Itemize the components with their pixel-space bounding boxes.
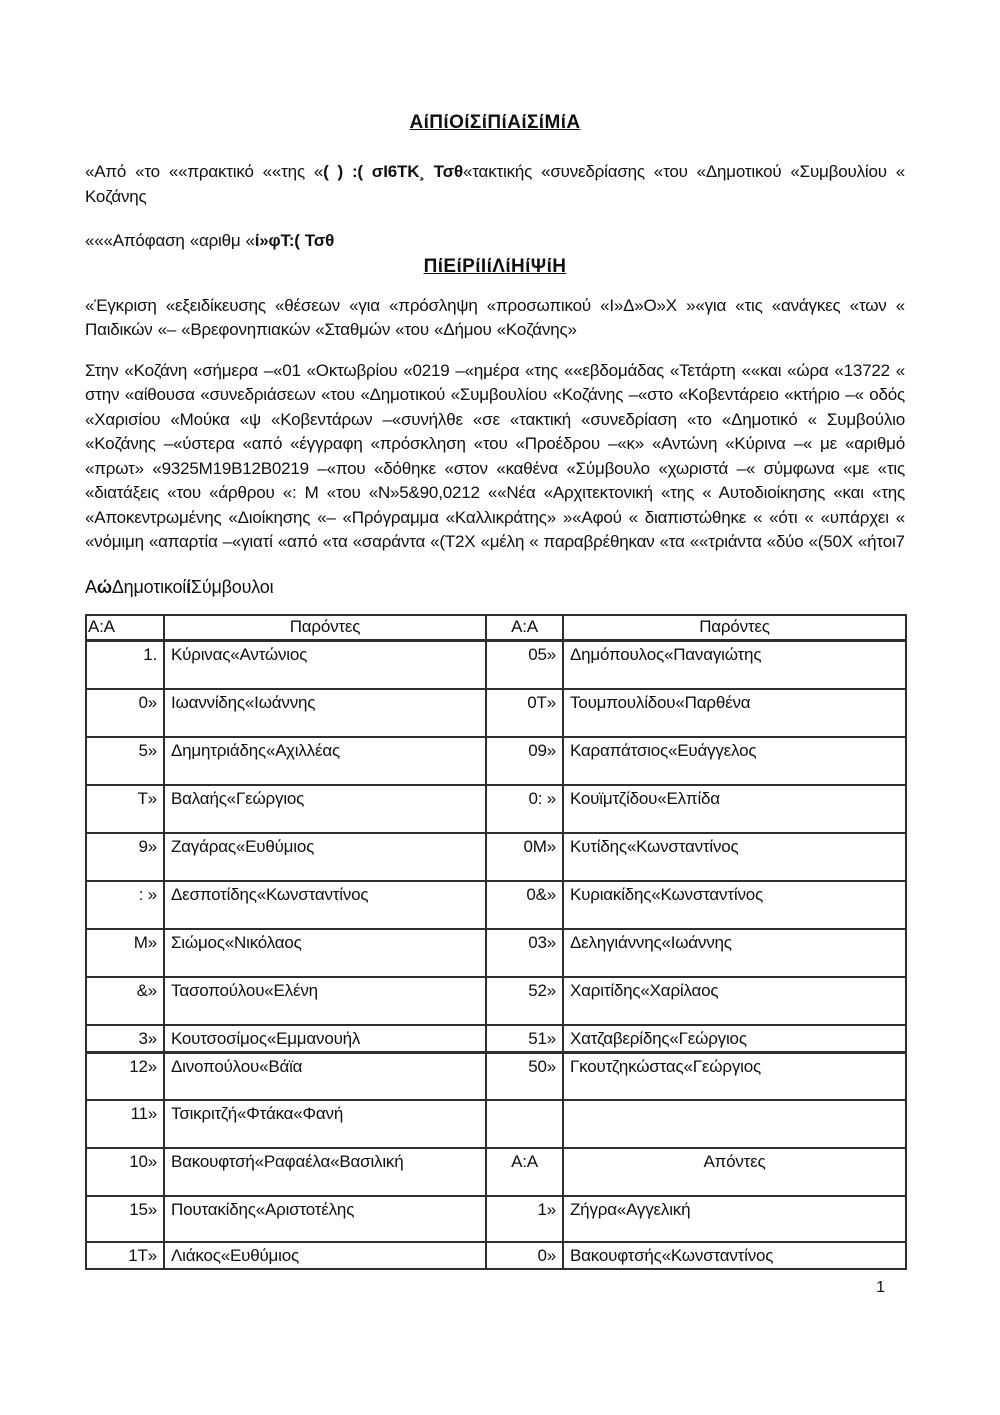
member-name-left: Πουτακίδης«Αριστοτέλης (164, 1196, 486, 1242)
table-row (86, 1196, 906, 1242)
decision-label: «««Απόφαση «αριθμ « (85, 231, 255, 250)
attendance-table-header (86, 615, 906, 641)
row-number-left: 0» (86, 689, 164, 737)
table-row (86, 785, 906, 833)
member-name-right: Κυτίδης«Κωνσταντίνος (563, 833, 906, 881)
intro-paragraph (85, 160, 905, 209)
council-seg-3: Δημοτικοί (111, 576, 187, 597)
member-name-right: Κυριακίδης«Κωνσταντίνος (563, 881, 906, 929)
row-number-right: 51» (486, 1025, 563, 1053)
row-number-left: 5» (86, 737, 164, 785)
row-number-right: 03» (486, 929, 563, 977)
row-number-right: 0Μ» (486, 833, 563, 881)
council-seg-1: Α (85, 576, 97, 597)
attendance-table-body (86, 641, 906, 1270)
member-name-left: Δημητριάδης«Αχιλλέας (164, 737, 486, 785)
table-row (86, 1148, 906, 1196)
member-name-right: Δεληγιάννης«Ιωάννης (563, 929, 906, 977)
member-name-left: Σιώμος«Νικόλαος (164, 929, 486, 977)
row-number-right: 52» (486, 977, 563, 1025)
table-row (86, 641, 906, 689)
row-number-left: 10» (86, 1148, 164, 1196)
member-name-right: Χαριτίδης«Χαρίλαος (563, 977, 906, 1025)
document-title: ΑίΠίΟίΣίΠίΑίΣίΜίΑ (409, 112, 581, 133)
member-name-right: Τουμπουλίδου«Παρθένα (563, 689, 906, 737)
council-seg-2: ώ (96, 576, 112, 597)
table-row (86, 1052, 906, 1100)
header-present-right: Παρόντες (563, 615, 906, 641)
member-name-right: Χατζαβερίδης«Γεώργιος (563, 1025, 906, 1053)
header-aa-left: Α:Α (86, 615, 164, 641)
row-number-left: : » (86, 881, 164, 929)
table-row (86, 737, 906, 785)
member-name-left: Δινοπούλου«Βάϊα (164, 1052, 486, 1100)
session-reference: ( ) :( σΙ6ΤΚ¸ Τσθ (323, 162, 464, 181)
decision-number-line (85, 229, 905, 254)
council-members-heading (85, 577, 905, 598)
table-row (86, 1100, 906, 1148)
member-name-left: Βακουφτσή«Ραφαέλα«Βασιλική (164, 1148, 486, 1196)
intro-text-pre: «Από «το ««πρακτικό ««της « (85, 162, 324, 181)
subject-paragraph: «Έγκριση «εξειδίκευσης «θέσεων «για «πρόσληψη «προσωπικού «Ι»Δ»Ο»Χ »«για «τις «ανάγκες «των « Παιδικών «– «Βρεφονηπιακών «Σταθμών «του «Δήμου «Κοζάνης» (85, 295, 905, 339)
table-row (86, 1242, 906, 1269)
member-name-right: Βακουφτσής«Κωνσταντίνος (563, 1242, 906, 1269)
council-seg-5: Σύμβουλοι (190, 576, 274, 597)
row-number-left: &» (86, 977, 164, 1025)
row-number-left: 11» (86, 1100, 164, 1148)
row-number-left: 12» (86, 1052, 164, 1100)
table-row (86, 977, 906, 1025)
member-name-right: Καραπάτσιος«Ευάγγελος (563, 737, 906, 785)
session-details-paragraph: Στην «Κοζάνη «σήμερα –«01 «Οκτωβρίου «0219 –«ημέρα «της ««εβδομάδας «Τετάρτη ««και «ώρα «13722 « στην «αίθουσα «συνεδριάσεων «του «Δημοτικού «Συμβουλίου «Κοζάνης –«στο «Κοβεντάρειο «κτήριο –« οδός «Χαρισίου «Μούκα «ψ «Κοβεντάρων –«συνήλθε «σε «τακτική «συνεδρίαση «το «Δημοτικό « Συμβούλιο «Κοζάνης –«ύστερα «από «έγγραφη «πρόσκληση «του «Προέδρου –«κ» «Αντώνη «Κύρινα –« με «αριθμό «πρωτ» «9325Μ19Β12Β0219 –«που «δόθηκε «στον «καθένα «Σύμβουλο «χωριστά –« σύμφωνα «με «τις «διατάξεις «του «άρθρου «: Μ «του «Ν»5&90,0212 ««Νέα «Αρχιτεκτονική «της « Αυτοδιοίκησης «και «της «Αποκεντρωμένης «Διοίκησης «– «Πρόγραμμα «Καλλικράτης» »«Αφού « διαπιστώθηκε « «ότι « «υπάρχει « «νόμιμη «απαρτία –«γιατί «από «τα «σαράντα «(Τ2Χ «μέλη « παραβρέθηκαν «τα ««τριάντα «δύο «(50Χ «ήτοι7 (85, 360, 905, 551)
row-number-right (486, 1100, 563, 1148)
member-name-left: Ιωαννίδης«Ιωάννης (164, 689, 486, 737)
member-name-left: Βαλαής«Γεώργιος (164, 785, 486, 833)
row-number-left: 9» (86, 833, 164, 881)
row-number-right: 0Τ» (486, 689, 563, 737)
row-number-right: 50» (486, 1052, 563, 1100)
table-row (86, 689, 906, 737)
row-number-left: 15» (86, 1196, 164, 1242)
row-number-left: 3» (86, 1025, 164, 1053)
row-number-right: 1» (486, 1196, 563, 1242)
member-name-right: Απόντες (563, 1148, 906, 1196)
member-name-left: Ζαγάρας«Ευθύμιος (164, 833, 486, 881)
row-number-right: 0» (486, 1242, 563, 1269)
page-number: 1 (876, 1279, 885, 1296)
row-number-right: 09» (486, 737, 563, 785)
member-name-left: Κύρινας«Αντώνιος (164, 641, 486, 689)
member-name-right: Κουϊμτζίδου«Ελπίδα (563, 785, 906, 833)
member-name-left: Τασοπούλου«Ελένη (164, 977, 486, 1025)
council-seg-4: ί (186, 576, 191, 597)
table-row (86, 833, 906, 881)
member-name-right: Γκουτζηκώστας«Γεώργιος (563, 1052, 906, 1100)
table-row (86, 1025, 906, 1053)
intro-text-post: «τακτικής «συνεδρίασης «του «Δημοτικού «Συμβουλίου « Κοζάνης (85, 162, 905, 206)
row-number-right: Α:Α (486, 1148, 563, 1196)
row-number-right: 0: » (486, 785, 563, 833)
member-name-left: Δεσποτίδης«Κωνσταντίνος (164, 881, 486, 929)
attendance-table (85, 614, 907, 1271)
row-number-right: 0&» (486, 881, 563, 929)
table-row (86, 929, 906, 977)
decision-number: ί»φΤ:( Τσθ (254, 231, 335, 250)
member-name-right: Ζήγρα«Αγγελική (563, 1196, 906, 1242)
row-number-left: 1Τ» (86, 1242, 164, 1269)
row-number-left: 1. (86, 641, 164, 689)
member-name-left: Λιάκος«Ευθύμιος (164, 1242, 486, 1269)
header-row (86, 615, 906, 641)
member-name-left: Κουτσοσίμος«Εμμανουήλ (164, 1025, 486, 1053)
row-number-left: Μ» (86, 929, 164, 977)
summary-heading: ΠίΕίΡίΙίΛίΗίΨίΗ (423, 255, 567, 277)
header-aa-right: Α:Α (486, 615, 563, 641)
row-number-left: Τ» (86, 785, 164, 833)
row-number-right: 05» (486, 641, 563, 689)
member-name-left: Τσικριτζή«Φτάκα«Φανή (164, 1100, 486, 1148)
member-name-right (563, 1100, 906, 1148)
member-name-right: Δημόπουλος«Παναγιώτης (563, 641, 906, 689)
table-row (86, 881, 906, 929)
header-present-left: Παρόντες (164, 615, 486, 641)
